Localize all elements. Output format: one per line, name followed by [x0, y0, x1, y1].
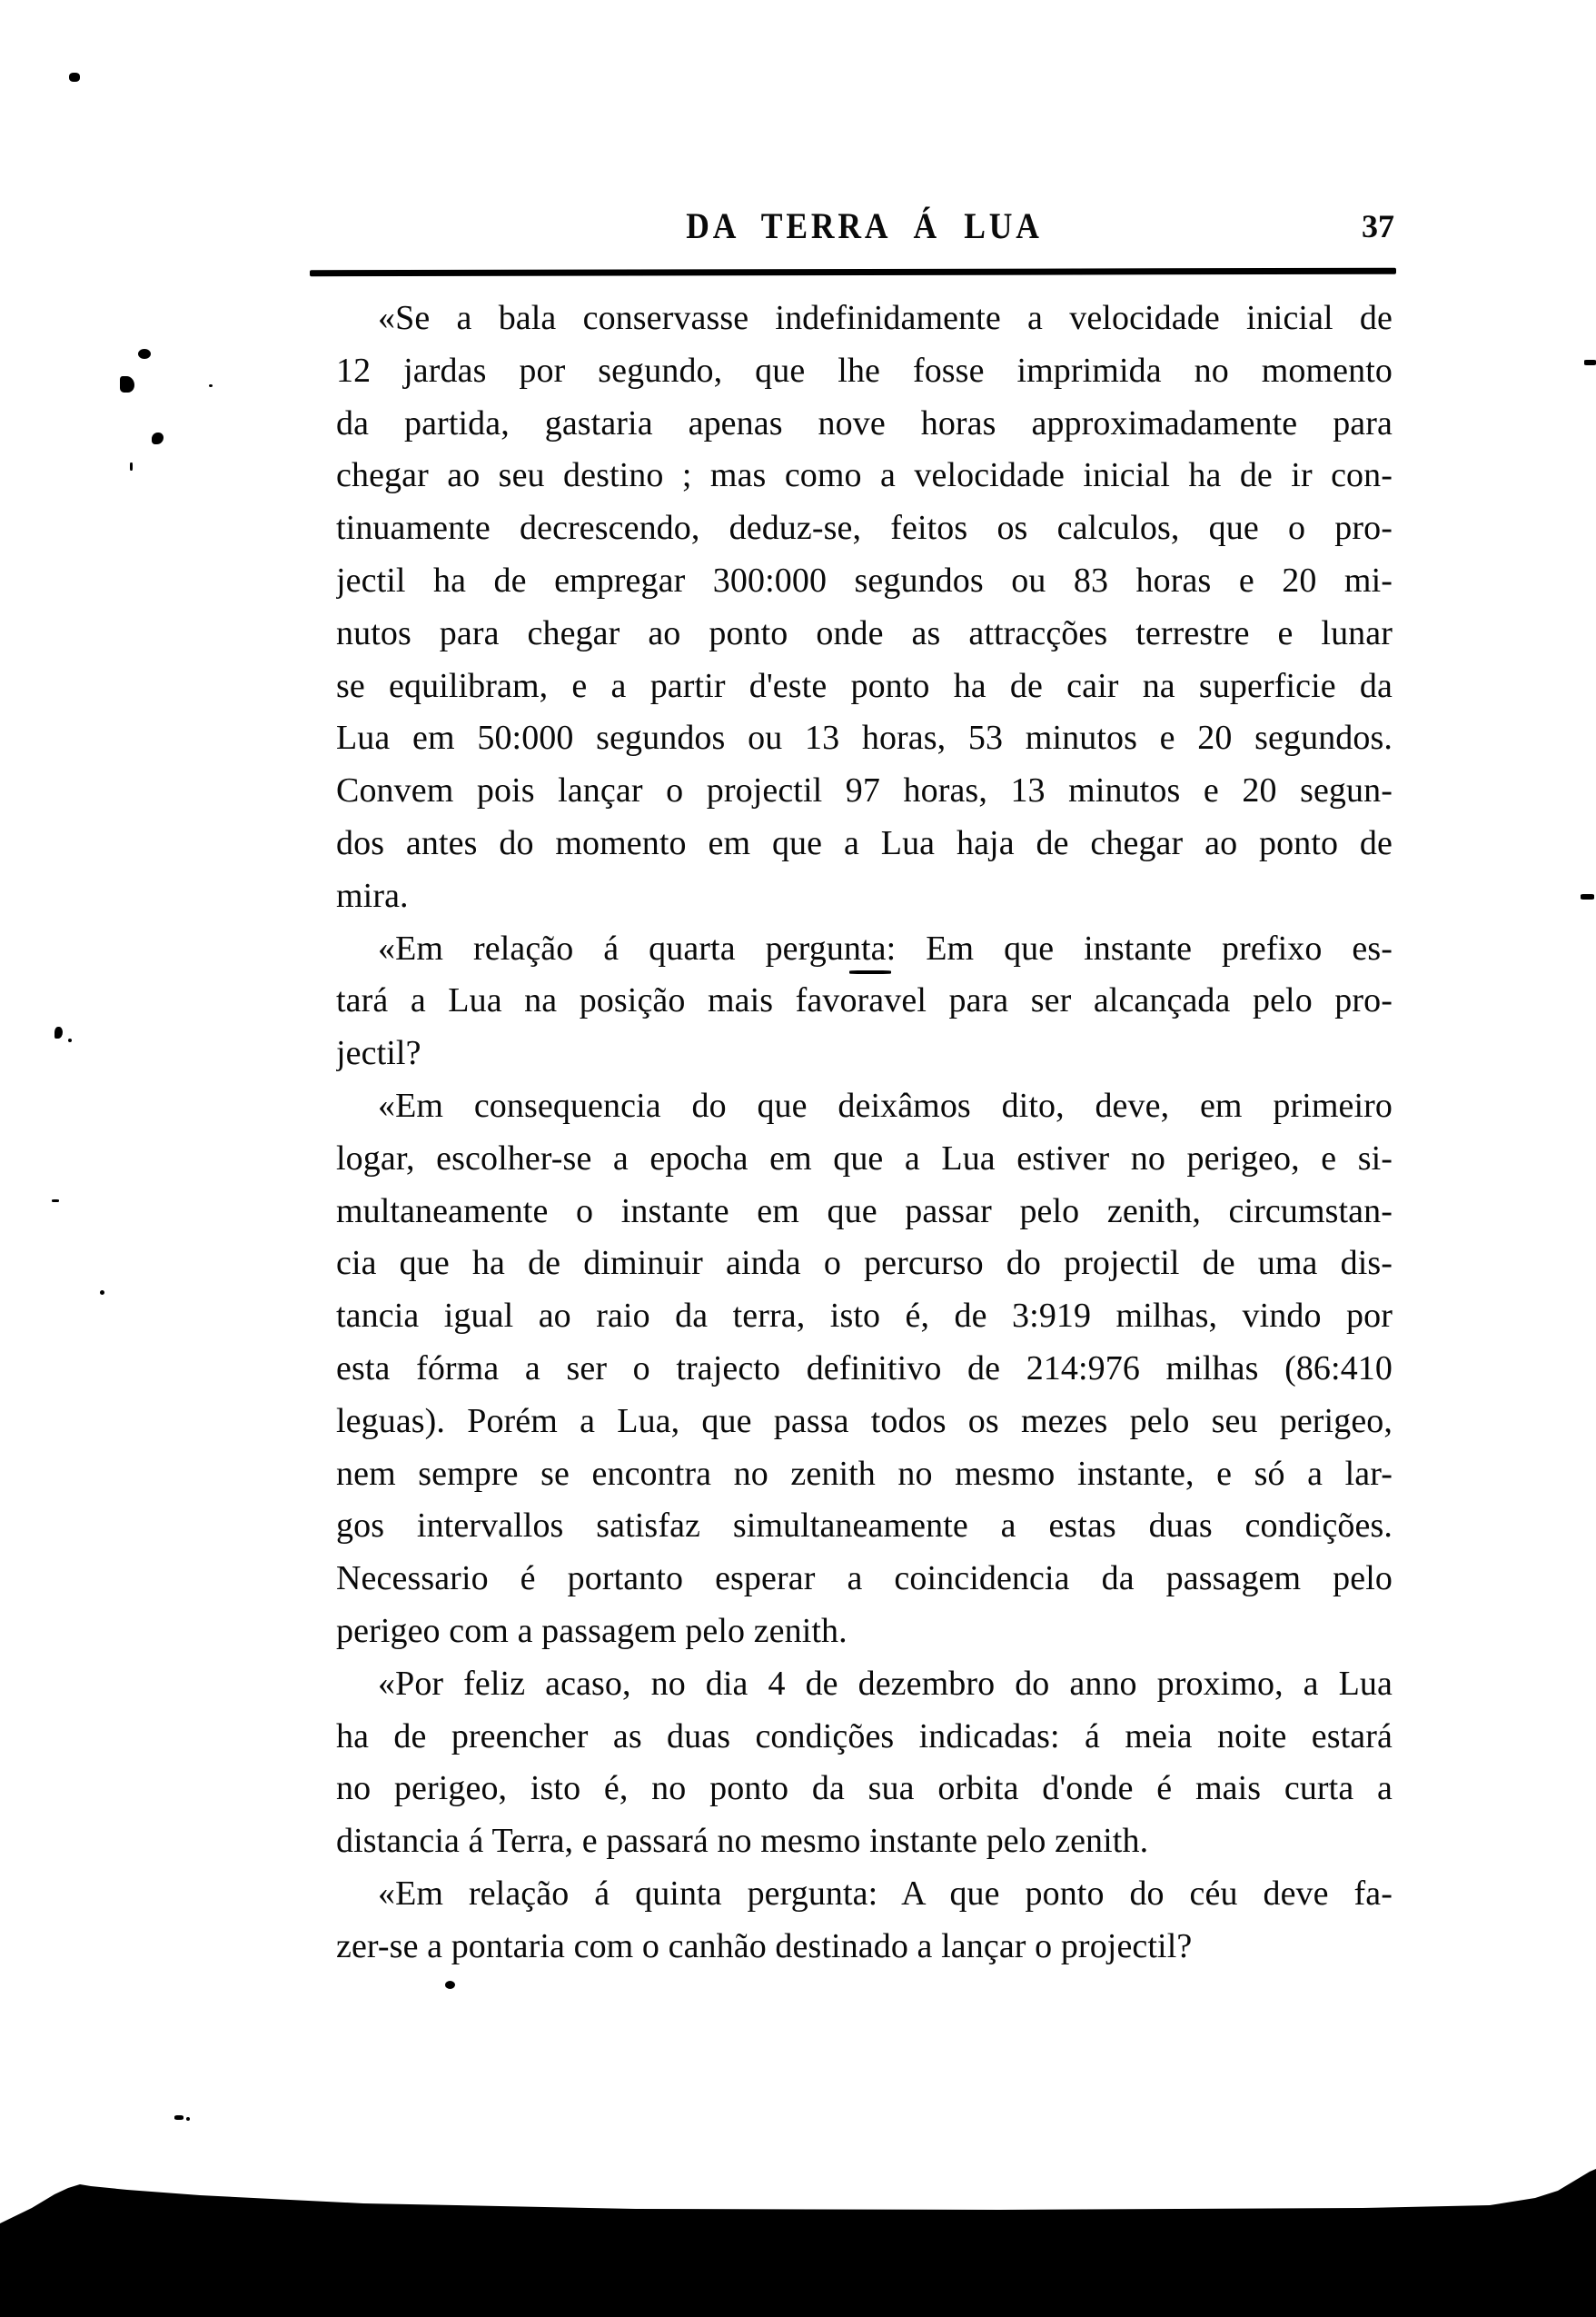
- ink-speck: [130, 462, 133, 471]
- text-line: logar, escolher-se a epocha em que a Lua estiver no perigeo, e si-: [336, 1139, 1393, 1178]
- ink-speck: [1581, 894, 1594, 900]
- text-line: «Se a bala conservasse indefinidamente a velocidade inicial de: [378, 299, 1393, 337]
- text-line: Convem pois lançar o projectil 97 horas, 13 minutos e 20 segun-: [336, 771, 1393, 810]
- text-line: leguas). Porém a Lua, que passa todos os mezes pelo seu perigeo,: [336, 1401, 1393, 1440]
- ink-speck: [52, 1199, 59, 1202]
- text-line: chegar ao seu destino ; mas como a velocidade inicial ha de ir con-: [336, 456, 1393, 495]
- text-line: tancia igual ao raio da terra, isto é, de 3:919 milhas, vindo por: [336, 1297, 1393, 1336]
- ink-speck: [174, 2115, 183, 2120]
- ink-speck: [209, 384, 213, 387]
- text-line: 12 jardas por segundo, que lhe fosse imprimida no momento: [336, 351, 1393, 390]
- text-line: se equilibram, e a partir d'este ponto ha de cair na superficie da: [336, 666, 1393, 705]
- running-title: DA TERRA Á LUA: [686, 206, 1043, 247]
- ink-speck: [120, 376, 134, 393]
- ink-speck: [152, 433, 164, 444]
- text-line: dos antes do momento em que a Lua haja de chegar ao ponto de: [336, 823, 1393, 862]
- ink-speck: [1584, 360, 1596, 365]
- text-line: esta fórma a ser o trajecto definitivo de 214:976 milhas (86:410: [336, 1348, 1393, 1387]
- ink-speck: [849, 970, 891, 974]
- text-line: multaneamente o instante em que passar pelo zenith, circumstan-: [336, 1191, 1393, 1230]
- ink-speck: [55, 1027, 63, 1039]
- text-line: «Em relação á quarta pergunta: Em que instante prefixo es-: [378, 929, 1393, 968]
- text-line: tará a Lua na posição mais favoravel para ser alcançada pelo pro-: [336, 981, 1393, 1020]
- text-line: jectil?: [336, 1034, 421, 1073]
- ink-speck: [186, 2117, 190, 2121]
- text-line: Necessario é portanto esperar a coincidencia da passagem pelo: [336, 1559, 1393, 1598]
- text-line: «Em consequencia do que deixâmos dito, deve, em primeiro: [378, 1086, 1393, 1125]
- text-line: ha de preencher as duas condições indicadas: á meia noite estará: [336, 1716, 1393, 1755]
- text-line: zer-se a pontaria com o canhão destinado a lançar o projectil?: [336, 1926, 1193, 1965]
- body-text: [336, 293, 1393, 1974]
- text-line: no perigeo, isto é, no ponto da sua orbita d'onde é mais curta a: [336, 1769, 1393, 1808]
- text-line: «Por feliz acaso, no dia 4 de dezembro do anno proximo, a Lua: [378, 1664, 1393, 1703]
- text-line: tinuamente decrescendo, deduz-se, feitos os calculos, que o pro-: [336, 509, 1393, 548]
- ink-speck: [69, 73, 80, 82]
- page-number: 37: [1362, 208, 1394, 244]
- ink-speck: [445, 1981, 455, 1989]
- text-line: gos intervallos satisfaz simultaneamente a estas duas condições.: [336, 1507, 1393, 1546]
- ink-speck: [138, 349, 151, 359]
- text-line: perigeo com a passagem pelo zenith.: [336, 1611, 848, 1650]
- text-line: «Em relação á quinta pergunta: A que ponto do céu deve fa-: [378, 1874, 1393, 1913]
- text-line: da partida, gastaria apenas nove horas approximadamente para: [336, 403, 1393, 443]
- text-line: cia que ha de diminuir ainda o percurso do projectil de uma dis-: [336, 1244, 1393, 1283]
- header-rule: [310, 268, 1396, 277]
- ink-speck: [100, 1290, 104, 1295]
- text-line: Lua em 50:000 segundos ou 13 horas, 53 minutos e 20 segundos.: [336, 719, 1393, 758]
- text-line: distancia á Terra, e passará no mesmo instante pelo zenith.: [336, 1822, 1149, 1861]
- text-line: mira.: [336, 876, 409, 915]
- text-line: jectil ha de empregar 300:000 segundos ou 83 horas e 20 mi-: [336, 561, 1393, 600]
- ink-speck: [68, 1039, 72, 1042]
- text-line: nem sempre se encontra no zenith no mesmo instante, e só a lar-: [336, 1454, 1393, 1493]
- text-line: nutos para chegar ao ponto onde as attracções terrestre e lunar: [336, 613, 1393, 652]
- scan-edge-artifact: [0, 2167, 1596, 2317]
